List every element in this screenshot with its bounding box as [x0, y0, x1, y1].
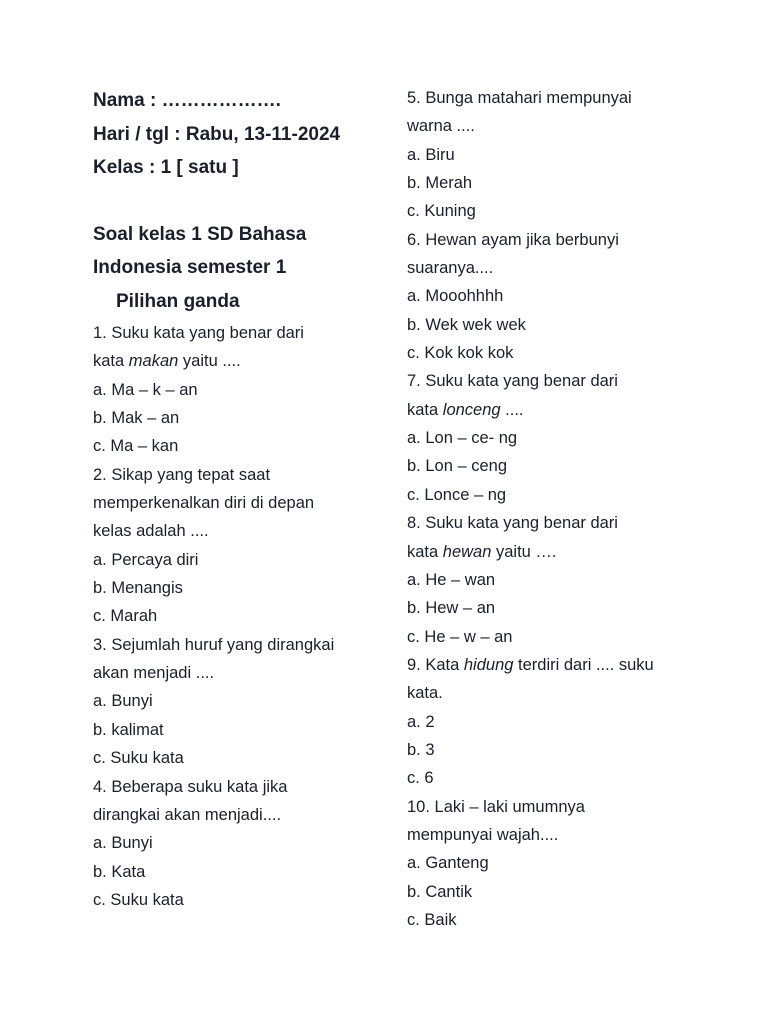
question-7-text-cont — [407, 396, 697, 424]
question-9-option-b: b. 3 — [407, 740, 435, 759]
question-7-option-c: c. Lonce – ng — [407, 485, 507, 504]
question-4-text: 4. Beberapa suku kata jika — [93, 777, 288, 796]
question-1-text: 1. Suku kata yang benar dari — [93, 324, 304, 342]
question-6-text-cont: suaranya.... — [407, 259, 494, 278]
question-10-option-b: b. Cantik — [407, 882, 473, 901]
question-4-option-a: a. Bunyi — [93, 834, 153, 853]
question-4-text-cont: dirangkai akan menjadi.... — [93, 805, 282, 824]
question-7-text: 7. Suku kata yang benar dari — [407, 372, 618, 391]
question-5-option-a: a. Biru — [407, 145, 455, 164]
question-7-tail: .... — [500, 400, 524, 419]
question-6-option-c: c. Kok kok kok — [407, 344, 514, 363]
question-8-word: hewan — [442, 542, 492, 561]
question-4-option-b: b. Kata — [93, 862, 146, 881]
question-7-option-b: b. Lon – ceng — [407, 457, 507, 476]
question-3-option-b: b. kalimat — [93, 720, 164, 739]
question-10-text: 10. Laki – laki umumnya — [407, 797, 585, 816]
nama-field: Nama : ………………. — [93, 90, 281, 111]
question-7-kata: kata — [407, 400, 443, 419]
question-9-tail: terdiri dari .... suku — [513, 655, 654, 674]
question-8-option-a: a. He – wan — [407, 570, 496, 589]
question-2-option-c: c. Marah — [93, 607, 158, 626]
question-2-text-cont-2: kelas adalah .... — [93, 522, 209, 541]
question-1-kata: kata — [93, 352, 129, 371]
question-3-text-cont: akan menjadi .... — [93, 664, 215, 683]
question-1-text-cont — [93, 347, 373, 375]
question-1-option-a: a. Ma – k – an — [93, 380, 198, 399]
question-3-option-a: a. Bunyi — [93, 692, 153, 711]
question-7-option-a: a. Lon – ce- ng — [407, 429, 518, 448]
question-1-option-c: c. Ma – kan — [93, 437, 179, 456]
question-1-tail: yaitu .... — [178, 352, 241, 371]
question-6-text: 6. Hewan ayam jika berbunyi — [407, 230, 619, 249]
question-9-text — [407, 651, 697, 679]
question-7-word: lonceng — [442, 400, 501, 419]
title-line-1: Soal kelas 1 SD Bahasa — [93, 223, 307, 245]
question-9-option-a: a. 2 — [407, 712, 435, 731]
question-5-option-c: c. Kuning — [407, 202, 476, 221]
question-9-kata: 9. Kata — [407, 655, 464, 674]
question-8-kata: kata — [407, 542, 443, 561]
question-5-text: 5. Bunga matahari mempunyai — [407, 89, 632, 107]
right-column — [407, 84, 697, 934]
question-9-text-cont: kata. — [407, 684, 443, 703]
kelas-field: Kelas : 1 [ satu ] — [93, 157, 239, 178]
question-2-option-b: b. Menangis — [93, 579, 183, 598]
question-8-option-b: b. Hew – an — [407, 599, 496, 618]
question-10-option-a: a. Ganteng — [407, 854, 489, 873]
left-column — [93, 84, 373, 914]
question-10-option-c: c. Baik — [407, 910, 457, 929]
question-10-text-cont: mempunyai wajah.... — [407, 825, 559, 844]
question-2-option-a: a. Percaya diri — [93, 550, 199, 569]
hari-tanggal: Hari / tgl : Rabu, 13-11-2024 — [93, 123, 341, 145]
question-2-text-cont: memperkenalkan diri di depan — [93, 494, 315, 513]
question-3-text: 3. Sejumlah huruf yang dirangkai — [93, 635, 335, 654]
question-8-option-c: c. He – w – an — [407, 627, 513, 646]
question-5-text-cont: warna .... — [407, 117, 475, 136]
title-line-2: Indonesia semester 1 — [93, 257, 287, 278]
question-2-text: 2. Sikap yang tepat saat — [93, 465, 271, 484]
question-4-option-c: c. Suku kata — [93, 890, 184, 909]
spacer — [93, 185, 373, 218]
question-9-word: hidung — [463, 655, 514, 674]
question-8-text-cont — [407, 538, 697, 566]
question-6-option-b: b. Wek wek wek — [407, 315, 526, 334]
question-1-word: makan — [128, 352, 179, 371]
question-1-option-b: b. Mak – an — [93, 409, 180, 428]
question-8-tail: yaitu …. — [491, 542, 557, 561]
question-9-option-c: c. 6 — [407, 769, 434, 788]
question-6-option-a: a. Mooohhhh — [407, 287, 504, 306]
question-5-option-b: b. Merah — [407, 174, 473, 193]
question-8-text: 8. Suku kata yang benar dari — [407, 514, 618, 533]
section-title: Pilihan ganda — [116, 290, 240, 312]
question-3-option-c: c. Suku kata — [93, 749, 184, 768]
